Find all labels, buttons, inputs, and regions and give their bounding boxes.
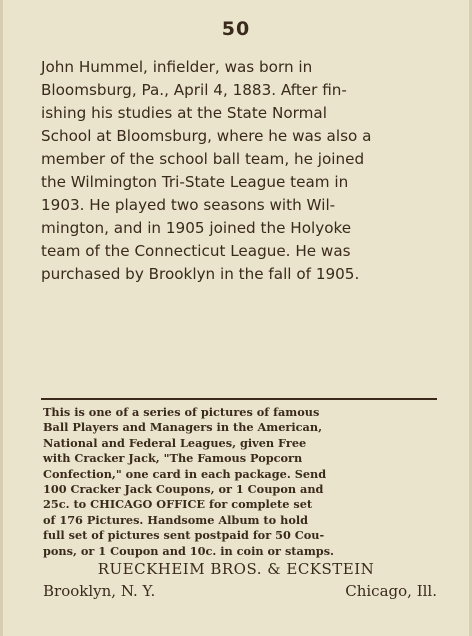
bio-line: 1903. He played two seasons with Wil- xyxy=(41,196,336,214)
city-right: Chicago, Ill. xyxy=(345,582,437,600)
city-left: Brooklyn, N. Y. xyxy=(43,582,156,600)
promo-line: Ball Players and Managers in the American, xyxy=(43,420,323,435)
bio-line: team of the Connecticut League. He was xyxy=(41,242,351,260)
promo-line: National and Federal Leagues, given Free xyxy=(43,435,307,450)
promo-line: of 176 Pictures. Handsome Album to hold xyxy=(43,512,309,527)
promo-line: 25c. to CHICAGO OFFICE for complete set xyxy=(43,497,313,512)
promo-line: with Cracker Jack, "The Famous Popcorn xyxy=(43,451,303,466)
bio-line: purchased by Brooklyn in the fall of 1905. xyxy=(41,265,360,283)
promo-line: pons, or 1 Coupon and 10c. in coin or stamps. xyxy=(43,543,334,558)
biography xyxy=(41,56,439,286)
promo-line: Confection," one card in each package. Send xyxy=(43,466,327,481)
bio-line: John Hummel, infielder, was born in xyxy=(41,58,313,76)
divider-rule xyxy=(41,398,437,400)
bio-line: School at Bloomsburg, where he was also a xyxy=(41,127,372,145)
bio-line: Bloomsburg, Pa., April 4, 1883. After fin- xyxy=(41,81,347,99)
promo-line: full set of pictures sent postpaid for 50 Cou- xyxy=(43,528,325,543)
card-number: 50 xyxy=(221,18,251,40)
promo-line: 100 Cracker Jack Coupons, or 1 Coupon and xyxy=(43,482,324,497)
city-row xyxy=(43,582,437,600)
bio-line: mington, and in 1905 joined the Holyoke xyxy=(41,219,352,237)
bio-line: ishing his studies at the State Normal xyxy=(41,104,327,122)
bio-line: member of the school ball team, he joined xyxy=(41,150,365,168)
company-name: RUECKHEIM BROS. & ECKSTEIN xyxy=(97,560,375,578)
promo-text xyxy=(43,405,437,559)
promo-line: This is one of a series of pictures of famous xyxy=(43,405,320,419)
bio-line: the Wilmington Tri-State League team in xyxy=(41,173,349,191)
